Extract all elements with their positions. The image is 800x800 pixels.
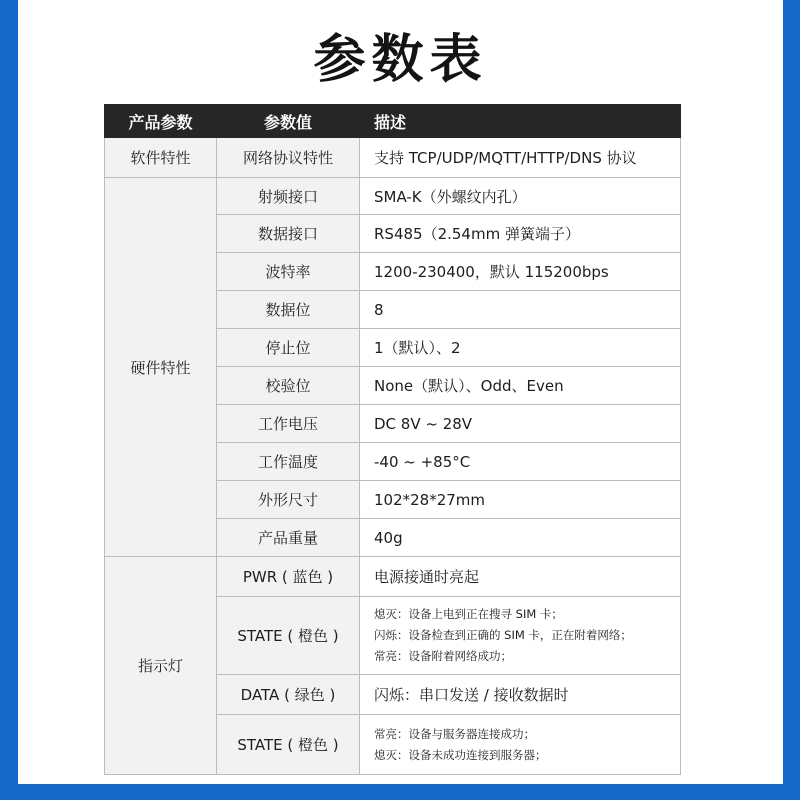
- param-name: 射频接口: [217, 178, 360, 215]
- table-row: [105, 178, 681, 215]
- state-line: 熄灭：设备未成功连接到服务器；: [374, 747, 547, 762]
- param-name: 数据位: [217, 291, 360, 329]
- state-line: 闪烁：设备检查到正确的 SIM 卡，正在附着网络；: [374, 628, 632, 642]
- param-value: SMA-K（外螺纹内孔）: [360, 178, 681, 215]
- param-name: STATE ( 橙色 ): [217, 715, 360, 775]
- param-name: 数据接口: [217, 215, 360, 253]
- param-value: 102*28*27mm: [360, 481, 681, 519]
- param-name: PWR ( 蓝色 ): [217, 557, 360, 597]
- param-value-multiline: [360, 597, 681, 675]
- header-param-value: 参数值: [217, 105, 360, 138]
- param-name: 校验位: [217, 367, 360, 405]
- param-value: RS485（2.54mm 弹簧端子）: [360, 215, 681, 253]
- param-name: 工作电压: [217, 405, 360, 443]
- parameter-table: [104, 104, 681, 775]
- param-value: 40g: [360, 519, 681, 557]
- category-indicator: 指示灯: [105, 557, 217, 775]
- header-product-param: 产品参数: [105, 105, 217, 138]
- page-title: 参数表: [313, 30, 488, 90]
- param-name: 网络协议特性: [217, 138, 360, 178]
- param-value: None（默认）、Odd、Even: [360, 367, 681, 405]
- param-name: STATE ( 橙色 ): [217, 597, 360, 675]
- state-line: 常亮：设备附着网络成功；: [374, 649, 512, 663]
- state-line: 熄灭：设备上电到正在搜寻 SIM 卡；: [374, 607, 563, 621]
- param-value: 1（默认）、2: [360, 329, 681, 367]
- param-value: DC 8V ~ 28V: [360, 405, 681, 443]
- state-line: 常亮：设备与服务器连接成功；: [374, 726, 535, 741]
- table-row: [105, 557, 681, 597]
- param-value: 1200-230400，默认 115200bps: [360, 253, 681, 291]
- param-name: 产品重量: [217, 519, 360, 557]
- param-value: 支持 TCP/UDP/MQTT/HTTP/DNS 协议: [360, 138, 681, 178]
- param-value: 8: [360, 291, 681, 329]
- param-name: 工作温度: [217, 443, 360, 481]
- param-name: 波特率: [217, 253, 360, 291]
- param-name: 停止位: [217, 329, 360, 367]
- param-value-multiline: [360, 715, 681, 775]
- param-value: 闪烁：串口发送 / 接收数据时: [360, 675, 681, 715]
- category-hardware: 硬件特性: [105, 178, 217, 557]
- param-value: -40 ~ +85°C: [360, 443, 681, 481]
- table-row: [105, 138, 681, 178]
- category-software: 软件特性: [105, 138, 217, 178]
- param-name: DATA ( 绿色 ): [217, 675, 360, 715]
- table-header-row: [105, 105, 681, 138]
- header-description: 描述: [360, 105, 681, 138]
- param-value: 电源接通时亮起: [360, 557, 681, 597]
- param-name: 外形尺寸: [217, 481, 360, 519]
